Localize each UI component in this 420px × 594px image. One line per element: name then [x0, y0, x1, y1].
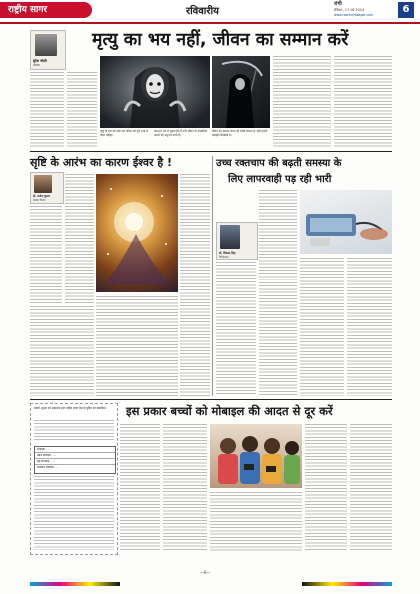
- article2-author-name: डॉ. मनोज कुमार: [33, 194, 50, 198]
- article2-author-role: लेखक चिंतक: [33, 199, 46, 202]
- article2-author-photo: [34, 175, 52, 193]
- article2-body-col3: [96, 296, 178, 396]
- kids-phone-image: [210, 424, 302, 488]
- article3-headline-line1: उच्च रक्तचाप की बढ़ती समस्या के: [216, 158, 342, 169]
- article3-body-col1: [259, 190, 297, 280]
- article2-body-col5: [180, 174, 210, 396]
- author-box: [30, 30, 66, 70]
- section-divider: [30, 151, 392, 152]
- page-number: 6: [398, 2, 414, 18]
- caption-1: मृत्यु के भय को त्याग कर जीवन को पूरी तरह से जीना चाहिए।: [100, 129, 148, 137]
- article3-headline-line2: लिए लापरवाही पड़ रही भारी: [228, 174, 332, 185]
- page-mark: —6—: [200, 570, 211, 575]
- article1-body-col1: [30, 72, 64, 148]
- article1-body-col2: [67, 72, 97, 148]
- author-role: लेखक: [33, 63, 40, 67]
- caption-3: जीवन का सम्मान करना ही सच्ची साधना है, यही हमारी संस्कृति सिखाती है।: [212, 129, 268, 137]
- article1-headline: मृत्यु का भय नहीं, जीवन का सम्मान करें: [92, 30, 349, 50]
- author-name: सुरेश जोशी: [33, 59, 47, 63]
- article2-author-box: [30, 172, 64, 204]
- article4-body-col4: [305, 424, 347, 552]
- article4-body-col2: [163, 424, 207, 552]
- article4-body-col1: [120, 424, 160, 552]
- article3-body-col5: [347, 258, 392, 396]
- article2-body-col2: [65, 174, 94, 304]
- imprint-row: प्रबंध संपादक : ...: [35, 453, 115, 459]
- children-illustration: [210, 424, 302, 488]
- bottom-divider: [30, 399, 392, 400]
- caption-2: जब हम भय से मुक्त होते हैं तभी जीवन के वास्तविक आनंद को अनुभव करते हैं।: [154, 129, 207, 137]
- edition-date: रविवार, 17 मई 2024: [334, 8, 365, 12]
- article3-author-photo: [220, 225, 240, 249]
- imprint-row: समाचार संपादक : ...: [37, 465, 60, 469]
- imprint-text: स्वामी, मुद्रक एवं प्रकाशक द्वारा राष्ट्रीय सागर प्रेस से मुद्रित एवं प्रकाशित।: [34, 406, 107, 410]
- bp-monitor-illustration: [300, 190, 392, 254]
- print-color-bar-right: [302, 582, 392, 586]
- article2-body-col1: [30, 206, 62, 304]
- imprint-lines-2: [34, 476, 114, 550]
- article2-headline: सृष्टि के आरंभ का कारण ईश्वर है !: [30, 156, 173, 169]
- imprint-box: [30, 403, 118, 555]
- bp-image: [300, 190, 392, 254]
- imprint-row: सह संपादक : ...: [35, 459, 115, 465]
- imprint-lines: [34, 420, 114, 442]
- section-title: रविवारीय: [186, 6, 219, 17]
- article3-author-box: [216, 222, 258, 260]
- grim-figure-illustration: [100, 56, 210, 128]
- article4-body-col3: [210, 492, 302, 552]
- brand-logo: राष्ट्रीय सागर: [0, 2, 92, 18]
- masthead: [0, 0, 420, 24]
- cosmos-illustration: [96, 174, 178, 292]
- article3-body-col3: [259, 282, 297, 396]
- article3-body-col4: [300, 258, 344, 396]
- creation-image: [96, 174, 178, 292]
- article1-body-col4: [334, 56, 392, 148]
- article2-body-col4: [30, 306, 94, 396]
- article4-headline: इस प्रकार बच्चों को मोबाइल की आदत से दूर करें: [126, 404, 333, 418]
- author-photo: [35, 34, 57, 56]
- imprint-table: [34, 446, 116, 474]
- imprint-row: संपादक : ...: [35, 447, 115, 453]
- article1-body-col3: [273, 56, 331, 148]
- article3-author-name: डॉ. विकास सिंह: [219, 251, 236, 255]
- website-url: www.rashtriyasagar.com: [334, 13, 374, 17]
- article4-body-col5: [350, 424, 392, 552]
- edition-city: रांची: [334, 1, 342, 7]
- column-divider: [212, 156, 213, 396]
- death-image: [100, 56, 210, 128]
- reaper-illustration: [212, 56, 270, 128]
- article3-author-role: चिकित्सक: [219, 256, 229, 259]
- article3-body-col2: [216, 262, 256, 396]
- print-color-bar: [30, 582, 120, 586]
- reaper-image: [212, 56, 270, 128]
